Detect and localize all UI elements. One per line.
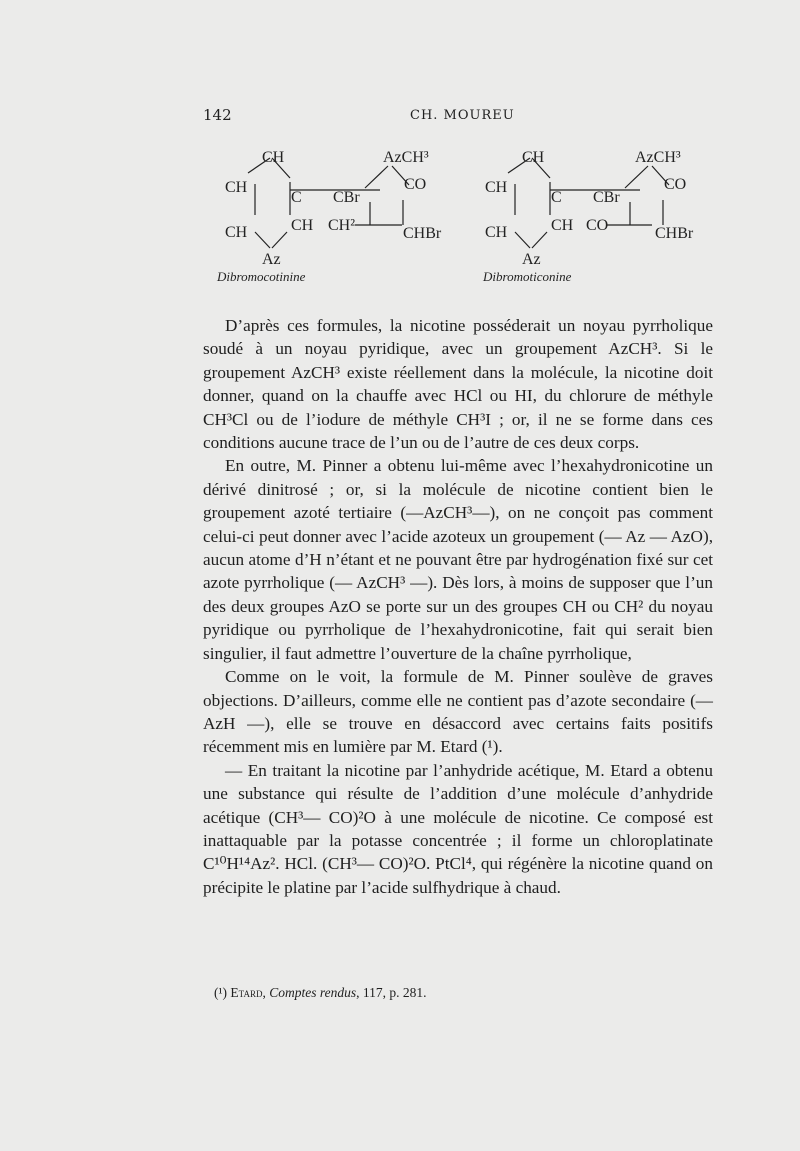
atom-ch-ring: CH [551, 217, 574, 234]
atom-co-bottom: CO [586, 217, 609, 234]
footnote: (¹) Etard, Comptes rendus, 117, p. 281. [214, 985, 427, 1000]
atom-chbr: CHBr [403, 225, 442, 242]
formula-diagram [215, 140, 715, 290]
atom-ch-left: CH [485, 179, 508, 196]
atom-ch-bottom-left: CH [225, 224, 248, 241]
atom-ch-top: CH [522, 149, 545, 166]
formula-right [508, 158, 669, 248]
atom-ch-top: CH [262, 149, 285, 166]
page-number: 142 [203, 106, 232, 124]
atom-ch2: CH² [328, 217, 356, 234]
atom-cbr: CBr [333, 189, 360, 206]
footnote-journal: Comptes rendus [269, 985, 357, 1000]
atom-co: CO [404, 176, 427, 193]
atom-azch3: AzCH³ [635, 149, 681, 166]
atom-ch-ring: CH [291, 217, 314, 234]
body-text [203, 314, 713, 899]
paragraph: En outre, M. Pinner a obtenu lui-même avec l’hexahydronicotine un dérivé dinitrosé ; or, si la molécule de nicotine contient bien le groupement azoté tertiaire (—AzCH³—), on ne conçoit pas comment celui-ci peut donner avec l’acide azoteux un groupement (— Az — AzO), aucun atome d’H n’étant et ne pouvant être par hydrogénation fixé sur cet azote pyrrholique (— AzCH³ —). Dès lors, à moins de supposer que l’un des deux groupes AzO se porte sur un des groupes CH ou CH² du noyau pyridique ou pyrrholique de l’hexahydronicotine, fait qui serait bien singulier, il faut admettre l’ouverture de la chaîne pyrrholique, [203, 456, 713, 663]
caption-right: Dibromoticonine [483, 269, 572, 284]
footnote-reference: , 117, p. 281. [356, 985, 427, 1000]
paragraph: — En traitant la nicotine par l’anhydride acétique, M. Etard a obtenu une substance qui résulte de l’addition d’une molécule d’anhydride acétique (CH³— CO)²O à une molécule de nicotine. Ce composé est inattaquable par la potasse concentrée ; il forme un chloroplatinate C¹⁰H¹⁴Az². HCl. (CH³— CO)²O. PtCl⁴, qui régénère la nicotine quand on précipite le platine par l’acide sulfhydrique à chaud. [203, 760, 713, 897]
atom-ch-left: CH [225, 179, 248, 196]
atom-cbr: CBr [593, 189, 620, 206]
atom-az: Az [522, 251, 541, 268]
atom-c: C [551, 189, 562, 206]
atom-chbr: CHBr [655, 225, 694, 242]
caption-left: Dibromocotinine [217, 269, 306, 284]
footnote-author: Etard [230, 985, 263, 1000]
paragraph: D’après ces formules, la nicotine posséderait un noyau pyrrholique soudé à un noyau pyridique, avec un groupement AzCH³. Si le groupement AzCH³ existe réellement dans la molécule, la nicotine doit donner, quand on la chauffe avec HCl ou HI, du chlorure de méthyle CH³Cl ou de l’iodure de méthyle CH³I ; or, il ne se forme dans ces conditions aucune trace de l’un ou de l’autre de ces deux corps. [203, 316, 713, 453]
paragraph: Comme on le voit, la formule de M. Pinner soulève de graves objections. D’ailleurs, comme elle ne contient pas d’azote secondaire (—AzH —), elle se trouve en désaccord avec certains faits positifs récemment mis en lumière par M. Etard (¹). [203, 667, 713, 757]
atom-az: Az [262, 251, 281, 268]
formula-left [248, 158, 409, 248]
structural-formulas [215, 140, 715, 290]
running-title: CH. MOUREU [410, 108, 515, 123]
footnote-marker: (¹) [214, 985, 228, 1000]
atom-co: CO [664, 176, 687, 193]
atom-azch3: AzCH³ [383, 149, 429, 166]
atom-c: C [291, 189, 302, 206]
atom-ch-bottom-left: CH [485, 224, 508, 241]
